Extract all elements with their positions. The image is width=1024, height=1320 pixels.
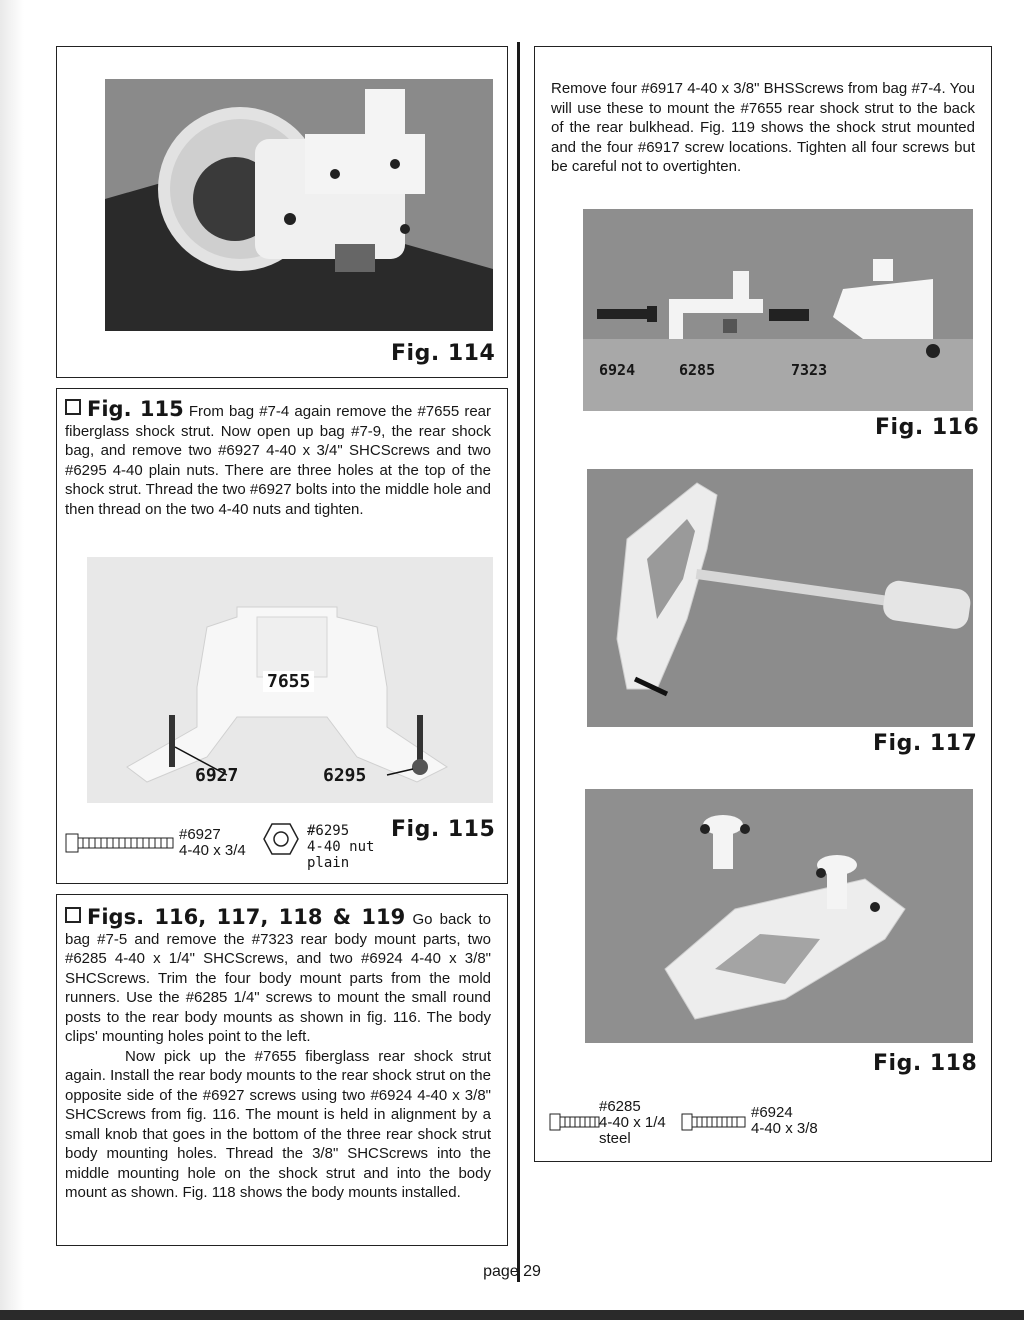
hw-6285-size: 4-40 x 1/4: [599, 1114, 666, 1131]
right-panel: [534, 46, 992, 1162]
column-divider: [517, 42, 520, 1282]
fig118-photo: [585, 789, 973, 1043]
figs116-119-para2: Now pick up the #7655 fiberglass rear shock strut again. Install the rear body mounts to the rear shock strut on the opposite side of the #6927 screws using two #6924 4-40 x 3/8" SHCScrews from fig. 116. The mount is held in alignment by a small knob that goes in the bottom of the three rear shock strut body mounting holes. Thread the 3/8" SHCScrews into the middle mounting hole on the shock strut and into the body mount as shown. Fig. 118 shows the body mounts installed.: [65, 1047, 491, 1201]
hw-nut-6295: [307, 823, 374, 871]
binder-shadow: [0, 0, 24, 1320]
hw-nut-type: plain: [307, 855, 350, 871]
fig114-panel: [56, 46, 508, 378]
figs116-119-intro: Go back to bag #7-5 and remove the #7323 rear body mount parts, two #6285 4-40 x 1/4" SHCScrews, and two #6924 4-40 x 3/8" SHCScrews. Trim the four body mount parts from the mold runners. Use the #6285 1/4" screws to mount the small round posts to the rear body mounts as shown in fig. 116. The body clips' mounting holes point to the left.: [65, 911, 492, 1045]
hw-screw-num: #6927: [179, 826, 221, 843]
fig114-label: Fig. 114: [391, 341, 496, 366]
fig115-photo: [87, 557, 493, 803]
part-label-6927: 6927: [195, 765, 239, 786]
right-intro: Remove four #6917 4-40 x 3/8" BHSScrews from bag #7-4. You will use these to mount the #7655 rear shock strut to the back of the rear bulkhead. Fig. 119 shows the shock strut mounted and the four #6917 screw locations. Tighten all four screws but be careful not to overtighten.: [551, 80, 975, 175]
hw-screw-6927: [179, 827, 246, 859]
hw-6285: [599, 1099, 666, 1147]
figs116-119-panel: [56, 894, 508, 1246]
part-label-6295: 6295: [323, 765, 367, 786]
page-number: page 29: [483, 1263, 541, 1280]
hw-6924: [751, 1105, 818, 1137]
fig116-part-6285: 6285: [679, 361, 716, 379]
screw-icon: [549, 1113, 601, 1131]
part-label-7655: 7655: [263, 671, 314, 692]
hw-nut-size: 4-40 nut: [307, 839, 375, 855]
fig115-text: [65, 399, 491, 519]
checkbox-icon[interactable]: [65, 399, 81, 415]
hw-6285-type: steel: [599, 1130, 631, 1147]
fig116-part-6924: 6924: [599, 361, 636, 379]
hw-nut-num: #6295: [307, 823, 350, 839]
fig117-label: Fig. 117: [873, 731, 978, 756]
fig115-panel: [56, 388, 508, 884]
screw-icon: [65, 833, 175, 853]
fig117-photo: [587, 469, 973, 727]
hw-6924-num: #6924: [751, 1104, 793, 1121]
hw-screw-size: 4-40 x 3/4: [179, 842, 246, 859]
fig114-photo: [105, 79, 493, 331]
figs116-119-text: [65, 907, 491, 1203]
fig118-label: Fig. 118: [873, 1051, 978, 1076]
fig116-photo: [583, 209, 973, 411]
checkbox-icon[interactable]: [65, 907, 81, 923]
hw-6924-size: 4-40 x 3/8: [751, 1120, 818, 1137]
screw-icon: [681, 1113, 747, 1131]
fig115-intro: From bag #7-4 again remove the #7655 rear fiberglass shock strut. Now open up bag #7-9, the rear shock bag, and remove two #6927 4-40 x 3/4" SHCScrews and two #6295 4-40 plain nuts. There are three holes at the top of the shock strut. Thread the two #6927 bolts into the middle hole and then thread on the two 4-40 nuts and tighten.: [65, 403, 491, 518]
fig115-label: Fig. 115: [391, 817, 496, 842]
fig115-heading: Fig. 115: [87, 397, 184, 421]
fig116-part-7323: 7323: [791, 361, 828, 379]
hex-nut-icon: [263, 823, 299, 855]
fig116-label: Fig. 116: [875, 415, 980, 440]
figs116-119-heading: Figs. 116, 117, 118 & 119: [87, 905, 406, 929]
hw-6285-num: #6285: [599, 1098, 641, 1115]
page-bottom-edge: [0, 1310, 1024, 1320]
